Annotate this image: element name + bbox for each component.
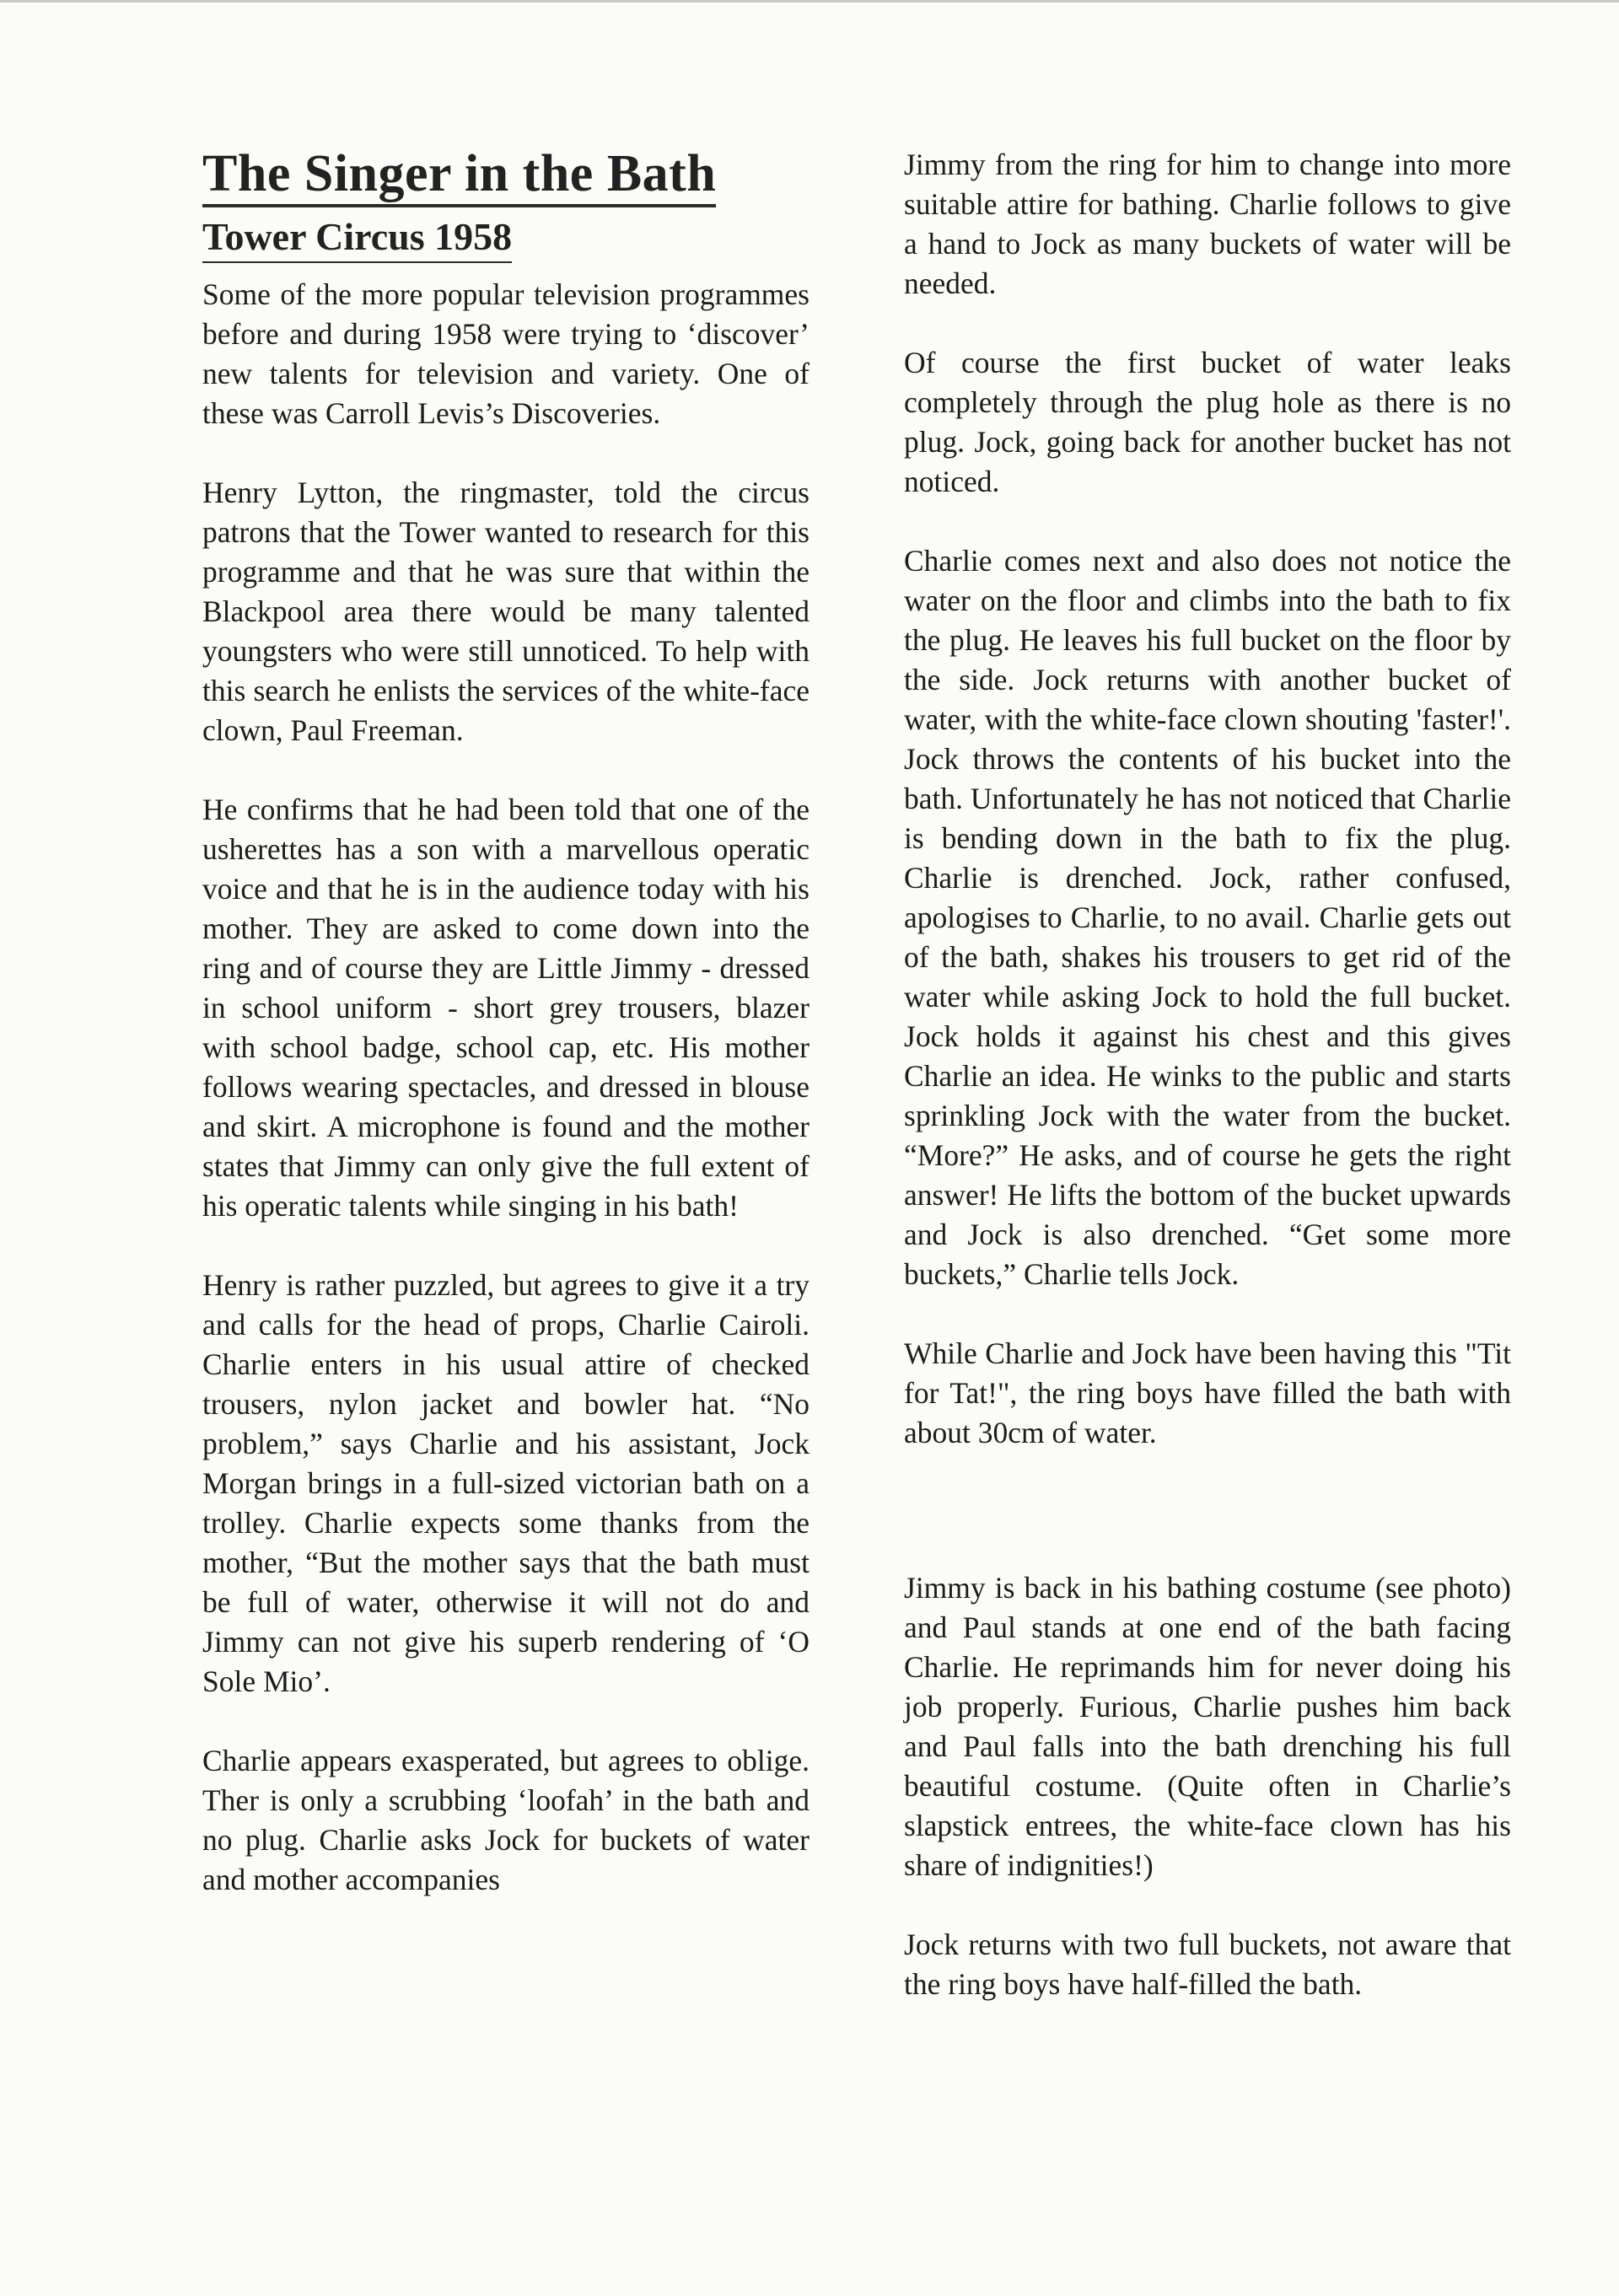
- paragraph-two-buckets: Jock returns with two full buckets, not aware that the ring boys have half-filled the bath.: [904, 1928, 1511, 2001]
- left-column: [202, 143, 810, 1939]
- paragraph-drenched: Charlie comes next and also does not notice the water on the floor and climbs into the bath to fix the plug. He leaves his full bucket on the floor by the side. Jock returns with another bucket of water, with the white-face clown shouting 'faster!'. Jock throws the contents of his bucket into the bath. Unfortunately he has not noticed that Charlie is bending down in the bath to fix the plug. Charlie is drenched. Jock, rather confused, apologises to Charlie, to no avail. Charlie gets out of the bath, shakes his trousers to get rid of the water while asking Jock to hold the full bucket. Jock holds it against his chest and this gives Charlie an idea. He winks to the public and starts sprinkling Jock with the water from the bucket. “More?” He asks, and of course he gets the right answer! He lifts the bottom of the bucket upwards and Jock is also drenched. “Get some more buckets,” Charlie tells Jock.: [904, 544, 1511, 1291]
- paragraph-bathing-costume: Jimmy is back in his bathing costume (see photo) and Paul stands at one end of the bath facing Charlie. He reprimands him for never doing his job properly. Furious, Charlie pushes him back and Paul falls into the bath drenching his full beautiful costume. (Quite often in Charlie’s slapstick entrees, the white-face clown has his share of indignities!): [904, 1571, 1511, 1882]
- right-column: [904, 145, 1511, 2044]
- article-subtitle: Tower Circus 1958: [202, 212, 512, 263]
- top-border-line: [0, 0, 1619, 3]
- article-title: The Singer in the Bath: [202, 143, 716, 207]
- paragraph-usherette: He confirms that he had been told that one of the usherettes has a son with a marvellous operatic voice and that he is in the audience today with his mother. They are asked to come down into the ring and of course they are Little Jimmy - dressed in school uniform - short grey trousers, blazer with school badge, school cap, etc. His mother follows wearing spectacles, and dressed in blouse and skirt. A microphone is found and the mother states that Jimmy can only give the full extent of his operatic talents while singing in his bath!: [202, 793, 810, 1223]
- paragraph-intro: Some of the more popular television programmes before and during 1958 were trying to ‘discover’ new talents for television and variety. One of these was Carroll Levis’s Discoveries.: [202, 277, 810, 430]
- section-gap: [904, 1492, 1511, 1568]
- paragraph-first-bucket: Of course the first bucket of water leaks completely through the plug hole as there is no plug. Jock, going back for another bucket has not noticed.: [904, 346, 1511, 498]
- paragraph-exasperated: Charlie appears exasperated, but agrees to oblige. Ther is only a scrubbing ‘loofah’ in the bath and no plug. Charlie asks Jock for buckets of water and mother accompanies: [202, 1744, 810, 1896]
- paragraph-attire: Jimmy from the ring for him to change into more suitable attire for bathing. Charlie follows to give a hand to Jock as many buckets of water will be needed.: [904, 148, 1511, 300]
- paragraph-tit-for-tat: While Charlie and Jock have been having this "Tit for Tat!", the ring boys have filled the bath with about 30cm of water.: [904, 1336, 1511, 1449]
- paragraph-ringmaster: Henry Lytton, the ringmaster, told the circus patrons that the Tower wanted to research for this programme and that he was sure that within the Blackpool area there would be many talented youngsters who were still unnoticed. To help with this search he enlists the services of the white-face clown, Paul Freeman.: [202, 476, 810, 747]
- paragraph-props: Henry is rather puzzled, but agrees to give it a try and calls for the head of props, Charlie Cairoli. Charlie enters in his usual attire of checked trousers, nylon jacket and bowler hat. “No problem,” says Charlie and his assistant, Jock Morgan brings in a full-sized victorian bath on a trolley. Charlie expects some thanks from the mother, “But the mother says that the bath must be full of water, otherwise it will not do and Jimmy can not give his superb rendering of ‘O Sole Mio’.: [202, 1268, 810, 1698]
